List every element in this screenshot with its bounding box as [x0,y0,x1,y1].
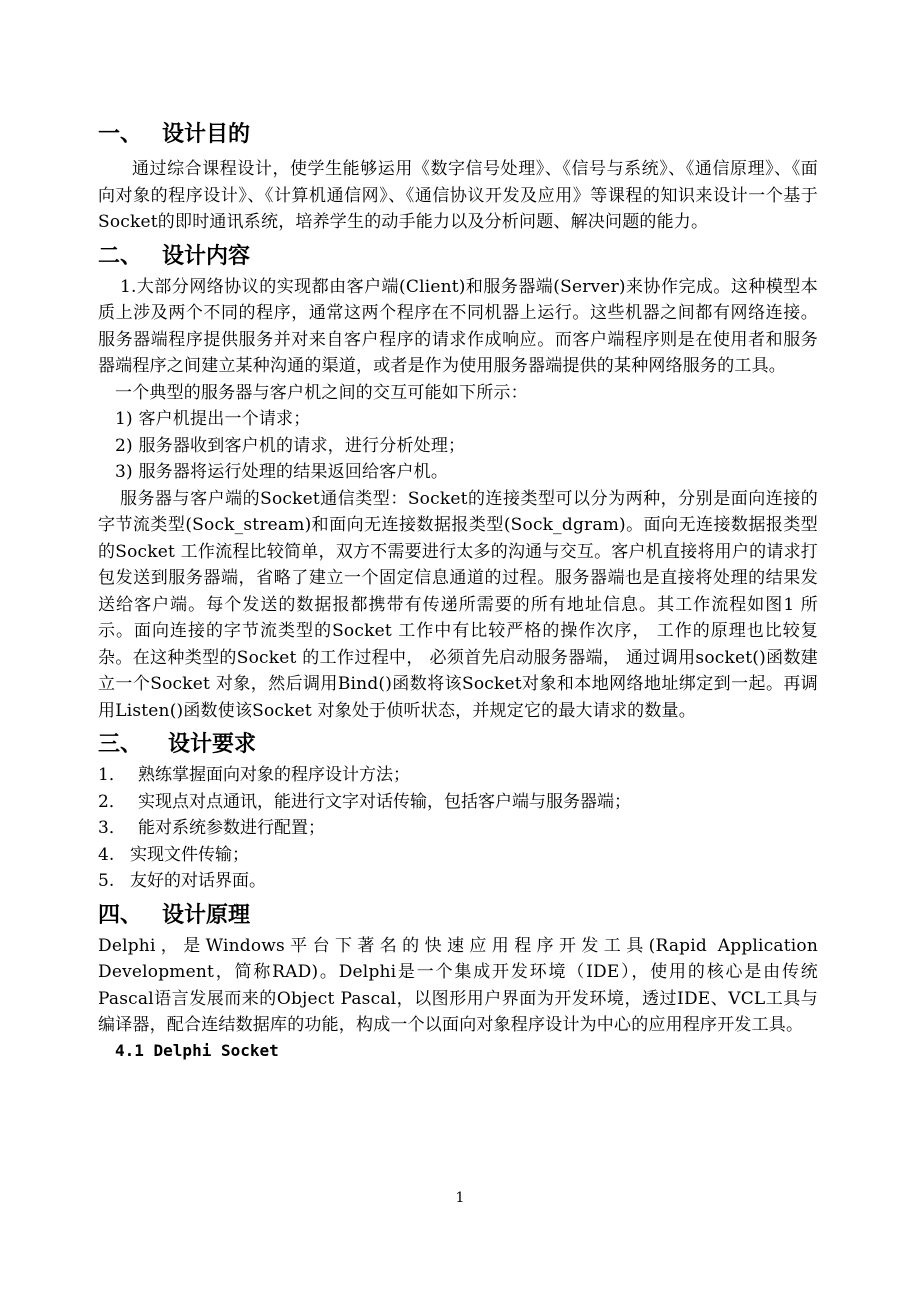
interaction-step: 3) 服务器将运行处理的结果返回给客户机。 [115,462,449,482]
section-title: 设计要求 [168,732,257,757]
document-page [98,118,818,1063]
requirement-text: 实现点对点通讯，能进行文字对话传输，包括客户端与服务器端； [138,791,631,812]
section-number: 四、 [98,902,143,928]
requirement-number: 2． [98,791,126,812]
requirement-text: 实现文件传输； [130,844,249,865]
section-number: 三、 [98,732,143,757]
interaction-step: 1) 客户机提出一个请求； [115,409,311,429]
section-title: 设计内容 [162,243,251,269]
subsection-heading: 4.1 Delphi Socket [115,1040,279,1060]
requirement-item [98,868,818,895]
requirement-number: 1． [98,765,126,785]
requirement-number: 4. [98,844,115,865]
principle-paragraph: Delphi，是Windows平台下著名的快速应用程序开发工具(Rapid Application Development，简称RAD)。Delphi是一个集成开发环境（IDE），使用的核心是由传统Pascal语言发展而来的Object Pascal，以图形用户界面为开发环境，透过IDE、VCL工具与编译器，配合连结数据库的功能，构成一个以面向对象程序设计为中心的应用程序开发工具。 [98,935,818,1035]
socket-paragraph: 服务器与客户端的Socket通信类型：Socket的连接类型可以分为两种，分别是面向连接的字节流类型(Sock_stream)和面向无连接数据报类型(Sock_dgram)。面向无连接数据报类型的Socket 工作流程比较简单，双方不需要进行太多的沟通与交互。客户机直接将用户的请求打包发送到服务器端，省略了建立一个固定信息通道的过程。服务器端也是直接将处理的结果发送给客户端。每个发送的数据报都携带有传递所需要的所有地址信息。其工作流程如图1 所示。面向连接的字节流类型的Socket 工作中有比较严格的操作次序， 工作的原理也比较复杂。在这种类型的Socket 的工作过程中， 必须首先启动服务器端， 通过调用socket()函数建立一个Socket 对象，然后调用Bind()函数将该Socket对象和本地网络地址绑定到一起。再调用Listen()函数使该Socket 对象处于侦听状态，并规定它的最大请求的数量。 [98,488,818,721]
interaction-intro: 一个典型的服务器与客户机之间的交互可能如下所示： [115,382,528,403]
page-number: 1 [455,1190,465,1206]
requirement-text: 熟练掌握面向对象的程序设计方法； [138,765,410,785]
content-intro-paragraph: 1.大部分网络协议的实现都由客户端(Client)和服务器端(Server)来协作完成。这种模型本质上涉及两个不同的程序，通常这两个程序在不同机器上运行。这些机器之间都有网络连接。服务器端程序提供服务并对来自客户程序的请求作成响应。而客户端程序则是在使用者和服务器端程序之间建立某种沟通的渠道，或者是作为使用服务器端提供的某种网络服务的工具。 [98,276,818,376]
section-number: 二、 [98,243,143,269]
requirement-text: 友好的对话界面。 [130,871,266,891]
interaction-step: 2) 服务器收到客户机的请求，进行分析处理； [115,435,466,456]
section-heading-principle [98,899,818,933]
section-title: 设计目的 [162,122,251,147]
requirement-item [98,789,818,816]
requirement-number: 5. [98,871,115,891]
requirement-number: 3． [98,818,126,838]
purpose-paragraph: 通过综合课程设计，使学生能够运用《数字信号处理》、《信号与系统》、《通信原理》、《面向对象的程序设计》、《计算机通信网》、《通信协议开发及应用》等课程的知识来设计一个基于Socket的即时通讯系统，培养学生的动手能力以及分析问题、解决问题的能力。 [98,159,818,232]
section-heading-purpose [98,118,818,152]
section-heading-requirements [98,728,818,762]
section-number: 一、 [98,122,143,147]
section-heading-content [98,240,818,274]
requirement-text: 能对系统参数进行配置； [138,818,325,838]
requirement-item [98,762,818,789]
section-title: 设计原理 [162,902,251,928]
requirement-item [98,842,818,869]
requirement-item [98,815,818,842]
